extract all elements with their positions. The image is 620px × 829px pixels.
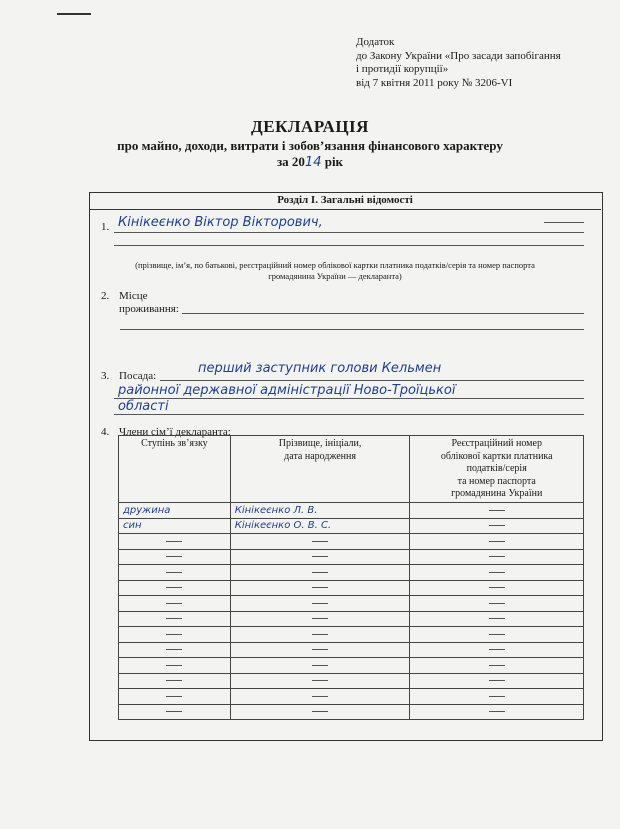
position-line xyxy=(160,380,584,381)
dash-mark xyxy=(489,618,505,619)
table-header-row xyxy=(119,436,584,503)
dash-mark xyxy=(166,572,182,573)
table-cell xyxy=(119,627,231,643)
appendix-line: до Закону України «Про засади запобігання xyxy=(356,49,561,62)
dash-mark xyxy=(166,696,182,697)
family-table-body xyxy=(119,503,584,720)
dash-mark xyxy=(166,603,182,604)
dash-mark xyxy=(166,711,182,712)
appendix-line: від 7 квітня 2011 року № 3206-VI xyxy=(356,76,513,89)
table-row xyxy=(119,580,584,596)
table-cell xyxy=(230,580,410,596)
column-header: Реєстраційний номер облікової картки платника податків/серія та номер паспорта громадянина України xyxy=(410,436,584,503)
table-row xyxy=(119,658,584,674)
item1-line2 xyxy=(114,245,584,246)
position-handwritten-line2: районної державної адміністрації Ново-Троїцької xyxy=(118,383,456,398)
table-cell xyxy=(230,503,410,519)
table-row xyxy=(119,627,584,643)
table-cell xyxy=(410,580,584,596)
dash-mark xyxy=(312,587,328,588)
table-cell xyxy=(410,549,584,565)
handwritten-cell-text: син xyxy=(123,520,142,532)
dash-mark xyxy=(489,603,505,604)
table-row xyxy=(119,596,584,612)
appendix-note xyxy=(356,36,561,90)
dash-mark xyxy=(312,696,328,697)
dash-mark xyxy=(312,649,328,650)
declarant-name-handwritten: Кінікеєнко Віктор Вікторович, xyxy=(118,215,323,230)
table-cell xyxy=(119,596,231,612)
table-row xyxy=(119,673,584,689)
table-cell xyxy=(410,673,584,689)
dash-mark xyxy=(312,634,328,635)
table-row xyxy=(119,565,584,581)
table-cell xyxy=(119,673,231,689)
year-handwritten: 14 xyxy=(304,155,322,170)
residence-line xyxy=(182,313,584,314)
table-row xyxy=(119,534,584,550)
table-cell xyxy=(119,580,231,596)
table-cell xyxy=(230,565,410,581)
table-row xyxy=(119,503,584,519)
table-cell xyxy=(119,518,231,534)
dash-mark xyxy=(166,618,182,619)
dash-mark xyxy=(312,711,328,712)
position-line-2 xyxy=(114,398,584,399)
item-number: 3. xyxy=(101,370,110,382)
family-label: Члени сім’ї декларанта: xyxy=(119,426,231,438)
table-row xyxy=(119,549,584,565)
position-handwritten-line1: перший заступник голови Кельмен xyxy=(198,361,442,376)
dash-mark xyxy=(166,665,182,666)
position-handwritten-line3: області xyxy=(118,399,169,414)
table-cell xyxy=(230,642,410,658)
document-title: ДЕКЛАРАЦІЯ xyxy=(251,117,369,136)
table-cell xyxy=(119,704,231,720)
residence-line-2 xyxy=(120,329,584,330)
table-row xyxy=(119,611,584,627)
table-cell xyxy=(119,658,231,674)
handwritten-cell-text: дружина xyxy=(123,504,171,516)
table-cell xyxy=(410,518,584,534)
table-cell xyxy=(410,565,584,581)
table-cell xyxy=(119,611,231,627)
table-cell xyxy=(410,658,584,674)
table-cell xyxy=(230,689,410,705)
table-cell xyxy=(230,518,410,534)
table-cell xyxy=(119,549,231,565)
dash-mark xyxy=(312,603,328,604)
section-title: Розділ І. Загальні відомості xyxy=(89,192,601,210)
dash-mark xyxy=(312,572,328,573)
column-header: Ступінь зв’язку xyxy=(119,436,231,503)
table-row xyxy=(119,642,584,658)
table-cell xyxy=(410,689,584,705)
appendix-line: Додаток xyxy=(356,36,395,48)
table-cell xyxy=(410,642,584,658)
table-cell xyxy=(230,549,410,565)
table-cell xyxy=(119,642,231,658)
table-cell xyxy=(410,503,584,519)
residence-label-2: проживання: xyxy=(119,303,179,315)
column-header: Прізвище, ініціали, дата народження xyxy=(230,436,410,503)
position-label: Посада: xyxy=(119,370,157,382)
item1-note xyxy=(100,260,570,282)
dash-mark xyxy=(489,525,505,526)
table-cell xyxy=(230,704,410,720)
dash-mark xyxy=(489,556,505,557)
residence-label: Місце xyxy=(119,290,148,302)
dash-mark xyxy=(489,541,505,542)
dash-mark xyxy=(312,680,328,681)
table-cell xyxy=(119,503,231,519)
table-cell xyxy=(410,596,584,612)
dash-mark xyxy=(489,680,505,681)
dash-mark xyxy=(312,618,328,619)
item1-line xyxy=(114,232,584,233)
item-number: 1. xyxy=(101,221,110,233)
dash-mark xyxy=(489,510,505,511)
item1-short-line xyxy=(544,222,584,223)
dash-mark xyxy=(166,556,182,557)
dash-mark xyxy=(489,696,505,697)
table-row xyxy=(119,704,584,720)
table-cell xyxy=(119,565,231,581)
appendix-line: і протидії корупції» xyxy=(356,63,449,75)
year-prefix: за 20 xyxy=(276,154,305,169)
dash-mark xyxy=(166,541,182,542)
table-cell xyxy=(230,596,410,612)
handwritten-cell-text: Кінікеєнко О. В. С. xyxy=(234,520,332,532)
declaration-year xyxy=(0,154,620,170)
table-cell xyxy=(230,673,410,689)
dash-mark xyxy=(489,711,505,712)
item-number: 4. xyxy=(101,426,110,438)
table-cell xyxy=(230,627,410,643)
table-cell xyxy=(410,627,584,643)
table-cell xyxy=(230,611,410,627)
table-cell xyxy=(410,534,584,550)
dash-mark xyxy=(166,680,182,681)
table-cell xyxy=(119,689,231,705)
dash-mark xyxy=(489,634,505,635)
item1-note-line: (прізвище, ім’я, по батькові, реєстраційний номер облікової картки платника податків/серія та номер паспорта xyxy=(135,260,535,270)
dash-mark xyxy=(489,587,505,588)
table-cell xyxy=(230,658,410,674)
dash-mark xyxy=(166,634,182,635)
table-row xyxy=(119,518,584,534)
dash-mark xyxy=(312,556,328,557)
table-row xyxy=(119,689,584,705)
table-cell xyxy=(410,704,584,720)
dash-mark xyxy=(489,572,505,573)
position-line-3 xyxy=(114,414,584,415)
handwritten-cell-text: Кінікеєнко Л. В. xyxy=(234,504,318,516)
family-members-table xyxy=(118,435,584,720)
table-cell xyxy=(410,611,584,627)
dash-mark xyxy=(489,665,505,666)
dash-mark xyxy=(489,649,505,650)
table-cell xyxy=(119,534,231,550)
dash-mark xyxy=(312,665,328,666)
dash-mark xyxy=(166,587,182,588)
document-subtitle: про майно, доходи, витрати і зобов’язання фінансового характеру xyxy=(117,138,503,153)
scan-mark xyxy=(57,13,91,15)
dash-mark xyxy=(312,541,328,542)
table-cell xyxy=(230,534,410,550)
item-number: 2. xyxy=(101,290,110,302)
dash-mark xyxy=(166,649,182,650)
year-suffix: рік xyxy=(321,154,344,169)
item1-note-line: громадянина України — декларанта) xyxy=(268,271,402,281)
